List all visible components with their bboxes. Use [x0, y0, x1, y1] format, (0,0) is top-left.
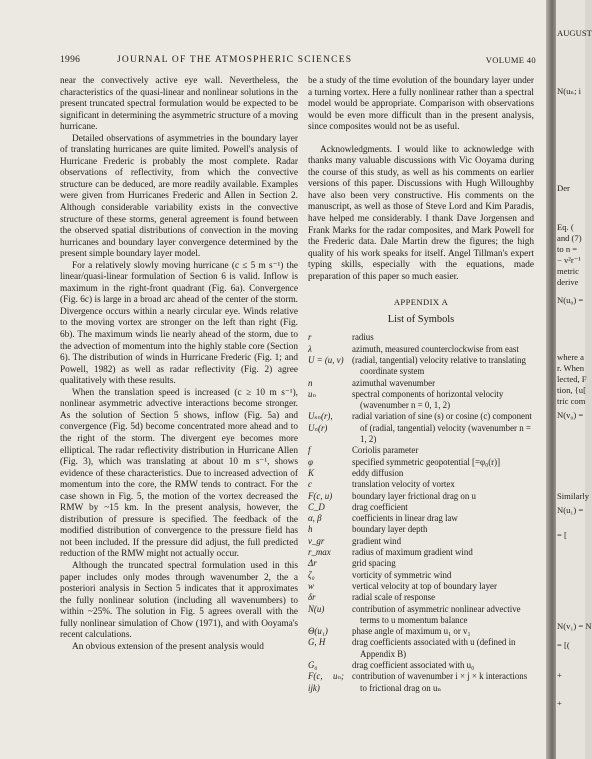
paragraph: Detailed observations of asymmetries in the boundary layer of translating hurricanes are quite limited. Powell's analysis of Hurricane Frederic is probably the most complete. Radar observations of reflectivity, from which the convective structure can be deduced, are more readily available. Examples were given from Hurricanes Frederic and Allen in Section 2. Although considerable variability exists in the convective structure of these storms, general agreement is found between the observed spatial distributions of convection in the moving hurricanes and boundary layer convergence determined by the present simple boundary layer model. [60, 133, 298, 260]
symbol-row [308, 592, 534, 603]
facing-page-text: = [ [557, 530, 567, 540]
symbol-row [308, 660, 534, 671]
symbol: uₙ [308, 388, 317, 399]
symbol: f [308, 445, 311, 456]
symbol: φ [308, 456, 313, 467]
symbol-row [308, 344, 534, 355]
symbol-row [308, 389, 534, 412]
symbol: α, β [308, 513, 322, 524]
symbol-definition: drag coefficients associated with u (defined in Appendix B) [352, 637, 516, 659]
appendix-heading: APPENDIX A [393, 297, 449, 308]
symbols-list [308, 332, 534, 694]
volume-label: VOLUME 40 [485, 55, 536, 65]
symbol-definition: translation velocity of vortex [352, 479, 455, 490]
facing-page-text: N(u₁) = [557, 505, 584, 515]
facing-page-text: tric com [557, 396, 586, 406]
symbol-row [308, 570, 534, 581]
symbol-definition: vorticity of symmetric wind [352, 569, 452, 580]
symbol: F(c, uₙ; ijk) [308, 671, 344, 693]
facing-page-text: N(v₀) = [557, 410, 584, 420]
paragraph: near the convectively active eye wall. Nevertheless, the characteristics of the quasi-linear and nonlinear solutions in the present truncated spectral formulation would be expected to be significant in determining the asymmetric structure of a moving hurricane. [60, 76, 298, 133]
page-number: 1996 [60, 55, 81, 65]
symbol-definition: Coriolis parameter [352, 445, 419, 456]
symbol: K [308, 467, 314, 478]
paragraph: For a relatively slowly moving hurricane (c ≤ 5 m s⁻¹) the linear/quasi-linear formulation of Section 6 is valid. Inflow is maximum in the right-front quadrant (Fig. 6a). Convergence (Fig. 6c) is large in a broad arc ahead of the center of the storm. Divergence occurs within a nearly circular eye. Winds relative to the moving vortex are stronger on the left than right (Fig. 6b). The maximum winds lie nearly ahead of the storm, due to the advection of momentum into the highly stable core (Section 6). The distribution of winds in Hurricane Frederic (Fig. 1; and Powell, 1982) as well as radar reflectivity (Fig. 2) agree qualitatively with these results. [60, 260, 298, 387]
facing-page-text: tion, {u[ [557, 385, 586, 395]
symbol-row [308, 513, 534, 524]
symbol: C_D [308, 501, 325, 512]
symbol: c [308, 479, 312, 490]
symbol-row [308, 581, 534, 592]
symbol: U = (u, v) [308, 354, 344, 365]
symbol-row [308, 479, 534, 490]
symbol-row [308, 457, 534, 468]
facing-page-text: + [557, 670, 562, 680]
symbol-row [308, 547, 534, 558]
symbol: h [308, 524, 313, 535]
symbol-definition: radial scale of response [352, 592, 436, 603]
symbol-definition: coefficients in linear drag law [352, 513, 458, 524]
symbol-row [308, 411, 534, 445]
symbol: ζ₀ [308, 569, 315, 580]
symbol-definition: gradient wind [352, 535, 402, 546]
paragraph: An obvious extension of the present analysis would [72, 641, 264, 652]
symbol-row [308, 671, 534, 694]
facing-page-text: lected, F [557, 374, 587, 384]
facing-page-text: Similarly [557, 491, 589, 501]
paragraph: When the translation speed is increased (c ≥ 10 m s⁻¹), nonlinear asymmetric advective interactions become stronger. As the solution of Section 5 shows, inflow (Fig. 5a) and convergence (Fig. 5d) become concentrated more ahead and to the right of the storm. The divergent eye becomes more elliptical. The radar reflectivity distribution in Hurricane Allen (Fig. 3), which was translating at about 10 m s⁻¹, shows evidence of these characteristics. Due to increased advection of momentum into the core, the RMW tends to contract. For the case shown in Fig. 5, the motion of the vortex decreased the RMW by ~15 km. In the present analysis, however, the distribution of pressure is specified. The feedback of the modified distribution of convergence to the pressure field has not been included. If the pressure did adjust, the full predicted reduction of the RMW might not actually occur. [60, 387, 298, 560]
facing-page-text: metric [557, 266, 579, 276]
symbol: δr [308, 592, 316, 603]
symbol-definition: radial variation of sine (s) or cosine (c) component of (radial, tangential) velocity (wavenumber n = 1, 2) [352, 411, 532, 445]
journal-title: JOURNAL OF THE ATMOSPHERIC SCIENCES [117, 55, 353, 65]
symbol-definition: phase angle of maximum u₁ or v₁ [352, 626, 471, 637]
symbol-definition: eddy diffusion [352, 467, 404, 478]
running-header [60, 55, 540, 69]
symbol-row [308, 378, 534, 389]
book-gutter [546, 0, 556, 759]
symbol: w [308, 580, 314, 591]
facing-page-edge [556, 0, 592, 759]
facing-page-text: N(uₙ; i [557, 86, 582, 96]
symbol-definition: drag coefficient associated with u₀ [352, 660, 475, 670]
symbol: Δr [308, 558, 317, 569]
symbol-definition: (radial, tangential) velocity relative to translating coordinate system [352, 354, 526, 377]
symbol: r [308, 332, 312, 343]
symbol-definition: boundary layer frictional drag on u [352, 490, 476, 501]
symbol-definition: boundary layer depth [352, 524, 428, 535]
symbol-definition: contribution of asymmetric nonlinear advective terms to u momentum balance [352, 603, 521, 625]
symbol-row [308, 604, 534, 627]
symbol-row [308, 502, 534, 513]
symbol-definition: azimuthal wavenumber [352, 377, 436, 388]
symbol-row [308, 491, 534, 502]
symbol: G₀ [308, 660, 318, 670]
facing-page-text: and (7) [557, 233, 582, 243]
symbol-row [308, 355, 534, 378]
symbol-definition: grid spacing [352, 558, 396, 569]
facing-page-text: to n = [557, 244, 578, 254]
acknowledgments: Acknowledgments. I would like to acknowledge with thanks many valuable discussions with Vic Ooyama during the course of this study, as well as his comments on earlier versions of this paper. Discussions with Hugh Willoughby have also been very constructive. His comments on the manuscript, as well as those of Steve Lord and Kim Paradis, have helped me considerably. I thank Dave Jorgensen and Frank Marks for the radar composites, and Mark Powell for the Frederic data. Dale Martin drew the figures; the high quality of his work speaks for itself. Angel Tillman's expert typing skills, especially with the equations, made preparation of this paper so much easier. [308, 144, 534, 282]
symbol: F(c, u) [308, 490, 333, 501]
facing-page-text: derive [557, 277, 579, 287]
facing-page-text: Eq. ( [557, 222, 574, 232]
symbol-definition: contribution of wavenumber i × j × k interactions to frictional drag on uₙ [352, 671, 528, 693]
symbol-row [308, 558, 534, 569]
symbol: G, H [308, 637, 326, 648]
symbol-row [308, 637, 534, 660]
symbol-row [308, 536, 534, 547]
symbol: v_gr [308, 535, 325, 546]
symbol-definition: specified symmetric geopotential [=φ₀(r)] [352, 456, 501, 467]
symbols-list-title: List of Symbols [387, 313, 455, 325]
facing-page-text: AUGUST [557, 28, 592, 38]
symbol-row [308, 524, 534, 535]
facing-page-text: Der [557, 183, 570, 193]
symbol: λ [308, 343, 312, 354]
symbol-definition: radius [352, 332, 374, 343]
symbol-row [308, 468, 534, 479]
symbol: Θ(u₁) [308, 626, 328, 637]
facing-page-text: where a [557, 352, 584, 362]
symbol-row [308, 332, 534, 343]
symbol: N(u) [308, 603, 325, 614]
left-column [60, 76, 298, 653]
facing-page-text: N(u₀) = [557, 295, 584, 305]
symbol: Uₛₙ(r), Uₙ(r) [308, 411, 333, 433]
facing-page-text: − v²r⁻¹ [557, 255, 581, 265]
symbol-definition: azimuth, measured counterclockwise from east [352, 343, 519, 354]
symbol-definition: spectral components of horizontal velocity (wavenumber n = 0, 1, 2) [352, 388, 504, 411]
symbol-row [308, 445, 534, 456]
facing-page-text: N(v₁) = N [557, 621, 592, 631]
facing-page-text: = [( [557, 640, 570, 650]
symbol: n [308, 377, 313, 388]
right-column [308, 76, 534, 694]
symbol-definition: radius of maximum gradient wind [352, 547, 473, 558]
facing-page-text: r. When [557, 363, 585, 373]
symbol-row [308, 626, 534, 637]
facing-page-text: + [557, 698, 562, 708]
paragraph: Although the truncated spectral formulation used in this paper includes only modes through wavenumber 2, the a posteriori analysis in Section 5 indicates that it approximates the fully nonlinear solution (including all wavenumbers) to within ~25%. The solution in Fig. 5 agrees overall with the fully nonlinear simulation of Chow (1971), and with Ooyama's recent calculations. [60, 560, 298, 641]
paragraph: be a study of the time evolution of the boundary layer under a turning vortex. Here a fully nonlinear rather than a spectral model would be appropriate. Comparison with observations would be even more difficult than in the present analysis, since composites would not be as useful. [308, 76, 534, 133]
symbol-definition: vertical velocity at top of boundary layer [352, 580, 497, 591]
symbol: r_max [308, 547, 331, 558]
symbol-definition: drag coefficient [352, 501, 408, 512]
